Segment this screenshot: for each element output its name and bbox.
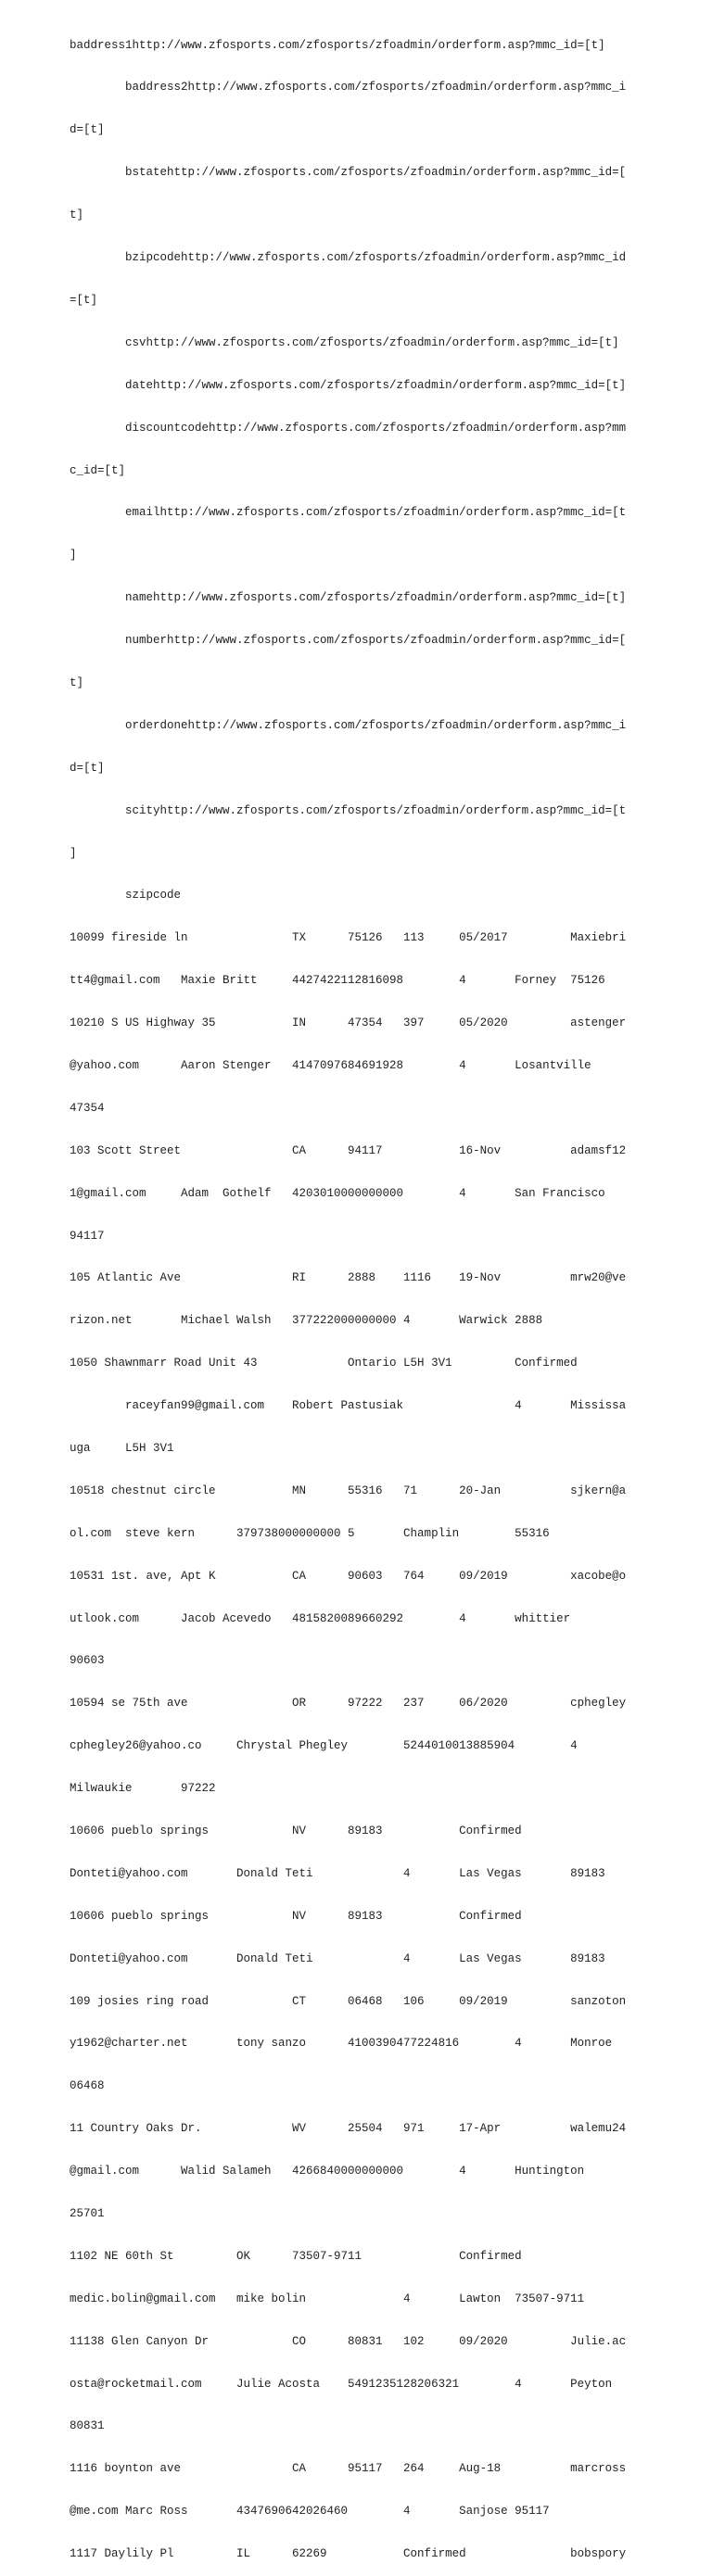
text-line: 10606 pueblo springs NV 89183 Confirmed bbox=[70, 1909, 522, 1923]
text-line: csvhttp://www.zfosports.com/zfosports/zfoadmin/orderform.asp?mmc_id=[t] bbox=[70, 335, 619, 349]
text-line: namehttp://www.zfosports.com/zfosports/zfoadmin/orderform.asp?mmc_id=[t] bbox=[70, 591, 627, 605]
text-line: ] bbox=[70, 549, 77, 562]
text-line: uga L5H 3V1 bbox=[70, 1441, 174, 1455]
text-line: baddress1http://www.zfosports.com/zfosports/zfoadmin/orderform.asp?mmc_id=[t] bbox=[70, 38, 605, 52]
text-line: medic.bolin@gmail.com mike bolin 4 Lawton 73507-9711 bbox=[70, 2292, 585, 2305]
text-line: 06468 bbox=[70, 2079, 105, 2093]
text-line: c_id=[t] bbox=[70, 463, 126, 477]
text-line: 11138 Glen Canyon Dr CO 80831 102 09/2020 Julie.ac bbox=[70, 2334, 627, 2348]
text-line: t] bbox=[70, 208, 84, 222]
text-line: 10099 fireside ln TX 75126 113 05/2017 Maxiebri bbox=[70, 931, 627, 945]
text-line: cphegley26@yahoo.co Chrystal Phegley 5244010013885904 4 bbox=[70, 1739, 578, 1753]
text-line: 11 Country Oaks Dr. WV 25504 971 17-Apr walemu24 bbox=[70, 2122, 627, 2136]
text-line: 1@gmail.com Adam Gothelf 4203010000000000 4 San Francisco bbox=[70, 1186, 605, 1200]
text-line: 10606 pueblo springs NV 89183 Confirmed bbox=[70, 1825, 522, 1837]
text-line: ol.com steve kern 379738000000000 5 Champlin 55316 bbox=[70, 1526, 550, 1540]
text-line: 103 Scott Street CA 94117 16-Nov adamsf12 bbox=[70, 1143, 627, 1157]
text-line: discountcodehttp://www.zfosports.com/zfosports/zfoadmin/orderform.asp?mm bbox=[70, 421, 627, 435]
text-line: @yahoo.com Aaron Stenger 4147097684691928 4 Losantville bbox=[70, 1058, 591, 1072]
text-line: rizon.net Michael Walsh 377222000000000 4 Warwick 2888 bbox=[70, 1314, 543, 1328]
text-line: Milwaukie 97222 bbox=[70, 1782, 216, 1796]
text-line: szipcode bbox=[70, 889, 182, 903]
text-line: t] bbox=[70, 676, 84, 689]
text-line: 10518 chestnut circle MN 55316 71 20-Jan sjkern@a bbox=[70, 1484, 627, 1497]
text-line: 1050 Shawnmarr Road Unit 43 Ontario L5H 3V1 Confirmed bbox=[70, 1357, 578, 1370]
text-line: 10594 se 75th ave OR 97222 237 06/2020 cphegley bbox=[70, 1697, 627, 1711]
text-line: 1116 boynton ave CA 95117 264 Aug-18 marcross bbox=[70, 2462, 627, 2476]
text-line: bstatehttp://www.zfosports.com/zfosports/zfoadmin/orderform.asp?mmc_id=[ bbox=[70, 166, 627, 180]
text-line: bzipcodehttp://www.zfosports.com/zfosports/zfoadmin/orderform.asp?mmc_id bbox=[70, 251, 627, 265]
text-line: Donteti@yahoo.com Donald Teti 4 Las Vegas 89183 bbox=[70, 1951, 605, 1965]
text-line: 94117 bbox=[70, 1229, 105, 1243]
text-line: 1102 NE 60th St OK 73507-9711 Confirmed bbox=[70, 2249, 522, 2263]
text-line: @me.com Marc Ross 4347690642026460 4 Sanjose 95117 bbox=[70, 2505, 550, 2519]
text-line: osta@rocketmail.com Julie Acosta 5491235128206321 4 Peyton bbox=[70, 2377, 613, 2391]
text-line: orderdonehttp://www.zfosports.com/zfosports/zfoadmin/orderform.asp?mmc_i bbox=[70, 718, 627, 732]
text-line: @gmail.com Walid Salameh 4266840000000000 4 Huntington bbox=[70, 2165, 585, 2178]
text-line: =[t] bbox=[70, 293, 98, 307]
text-line: numberhttp://www.zfosports.com/zfosports/zfoadmin/orderform.asp?mmc_id=[ bbox=[70, 634, 627, 648]
text-line: 10210 S US Highway 35 IN 47354 397 05/2020 astenger bbox=[70, 1017, 627, 1030]
text-line: y1962@charter.net tony sanzo 4100390477224816 4 Monroe bbox=[70, 2037, 613, 2051]
text-line: d=[t] bbox=[70, 761, 105, 775]
text-line: utlook.com Jacob Acevedo 4815820089660292 4 whittier bbox=[70, 1611, 571, 1625]
text-line: raceyfan99@gmail.com Robert Pastusiak 4 Mississa bbox=[70, 1399, 627, 1413]
text-line: 25701 bbox=[70, 2207, 105, 2221]
text-line: scityhttp://www.zfosports.com/zfosports/zfoadmin/orderform.asp?mmc_id=[t bbox=[70, 803, 627, 817]
text-line: ] bbox=[70, 846, 77, 860]
text-line: emailhttp://www.zfosports.com/zfosports/zfoadmin/orderform.asp?mmc_id=[t bbox=[70, 506, 627, 520]
text-line: 105 Atlantic Ave RI 2888 1116 19-Nov mrw20@ve bbox=[70, 1271, 627, 1285]
document-text bbox=[70, 10, 700, 2576]
text-line: datehttp://www.zfosports.com/zfosports/zfoadmin/orderform.asp?mmc_id=[t] bbox=[70, 378, 627, 392]
text-line: d=[t] bbox=[70, 123, 105, 137]
text-line: tt4@gmail.com Maxie Britt 4427422112816098 4 Forney 75126 bbox=[70, 974, 605, 988]
text-line: 80831 bbox=[70, 2419, 105, 2433]
text-line: baddress2http://www.zfosports.com/zfosports/zfoadmin/orderform.asp?mmc_i bbox=[70, 81, 627, 95]
text-line: 109 josies ring road CT 06468 106 09/2019 sanzoton bbox=[70, 1994, 627, 2008]
text-line: 90603 bbox=[70, 1654, 105, 1668]
text-line: 1117 Daylily Pl IL 62269 Confirmed bobspory bbox=[70, 2547, 627, 2561]
text-line: Donteti@yahoo.com Donald Teti 4 Las Vegas 89183 bbox=[70, 1866, 605, 1880]
text-line: 10531 1st. ave, Apt K CA 90603 764 09/2019 xacobe@o bbox=[70, 1569, 627, 1583]
text-line: 47354 bbox=[70, 1101, 105, 1115]
